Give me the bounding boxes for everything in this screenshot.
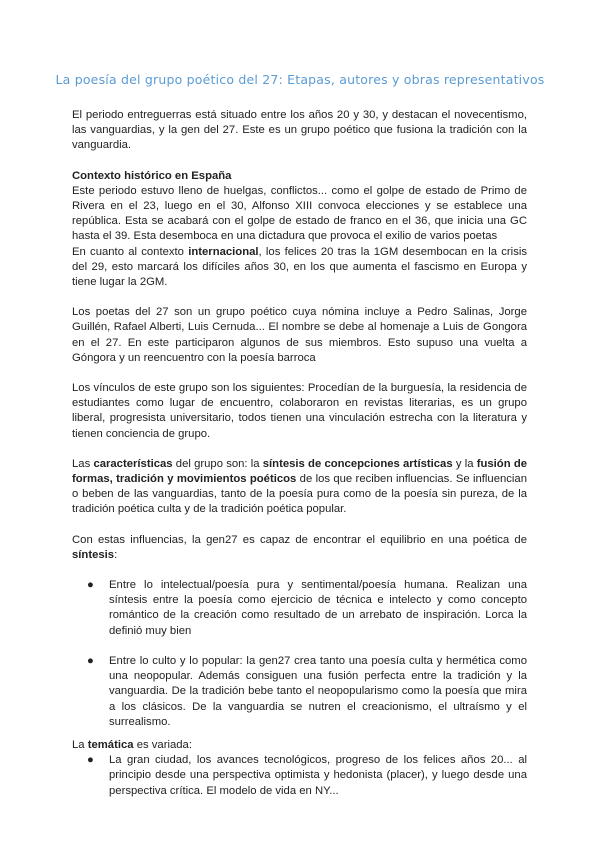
context-paragraph-2: En cuanto al contexto internacional, los felices 20 tras la 1GM desembocan en la crisis del 29, esto marcará los difíciles años 30, en los que aumenta el fascismo en Europa y tiene lugar la 2GM. xyxy=(72,245,527,289)
list-item: ● Entre lo culto y lo popular: la gen27 crea tanto una poesía culta y hermética como una neopopular. Además consiguen una fusión perfecta entre la tradición y la vanguardia. De la tradición bebe tanto el neopopularismo como la poesía que mira a los clásicos. De la vanguardia se nutren el creacionismo, el ultraísmo y el surrealismo. xyxy=(87,654,527,728)
poets-paragraph: Los poetas del 27 son un grupo poético cuya nómina incluye a Pedro Salinas, Jorge Guillén, Rafael Alberti, Luis Cernuda... El nombre se debe al homenaje a Luis de Gongora en el 27. En este participaron algunos de sus miembros. Esto supuso una vuelta a Góngora y un reencuentro con la poesía barroca xyxy=(72,306,527,364)
bullet-icon: ● xyxy=(87,579,94,592)
document-title: La poesía del grupo poético del 27: Etapas, autores y obras representativos xyxy=(55,72,545,87)
list-item: ● Entre lo intelectual/poesía pura y sentimental/poesía humana. Realizan una síntesis entre la poesía como ejercicio de técnica e intelecto y como concepto romántico de la creación como resultado de un arrebato de inspiración. Lorca la definió muy bien xyxy=(87,579,527,637)
synthesis-list xyxy=(72,578,527,730)
links-paragraph: Los vínculos de este grupo son los siguientes: Procedían de la burguesía, la residencia de estudiantes como lugar de encuentro, colaboraron en revistas literarias, es un grupo liberal, progresista universitario, todos tienen una vinculación estrecha con la literatura y tienen conciencia de grupo. xyxy=(72,382,527,440)
bullet-icon: ● xyxy=(87,654,94,667)
context-heading: Contexto histórico en España xyxy=(72,169,232,182)
intro-paragraph: El periodo entreguerras está situado entre los años 20 y 30, y destacan el novecentismo, las vanguardias, y la gen del 27. Este es un grupo poético que fusiona la tradición con la vanguardia. xyxy=(72,109,527,152)
theme-list xyxy=(72,753,527,799)
characteristics-paragraph: Las características del grupo son: la síntesis de concepciones artísticas y la fusión de formas, tradición y movimientos poéticos de los que reciben influencias. Se influencian o beben de las vanguardias, tanto de la poesía pura como de la poesía sin pureza, de la tradición poética culta y de la tradición poética popular. xyxy=(72,457,528,516)
theme-paragraph: La temática es variada: xyxy=(72,738,192,751)
bullet-icon: ● xyxy=(87,754,94,767)
synthesis-paragraph: Con estas influencias, la gen27 es capaz de encontrar el equilibrio en una poética de síntesis: xyxy=(72,533,527,561)
context-paragraph-1: Este periodo estuvo lleno de huelgas, conflictos... como el golpe de estado de Primo de Rivera en el 23, luego en el 30, Alfonso XIII convoca elecciones y se establece una república. Esta se acabará con el golpe de estado de franco en el 36, que inicia una GC hasta el 39. Esta desemboca en una dictadura que provoca el exilio de varios poetas xyxy=(72,184,527,243)
list-item: ● La gran ciudad, los avances tecnológicos, progreso de los felices años 20... al principio desde una perspectiva optimista y hedonista (placer), y luego desde una perspectiva crítica. El modelo de vida en NY... xyxy=(87,754,527,797)
document-body xyxy=(72,108,527,799)
